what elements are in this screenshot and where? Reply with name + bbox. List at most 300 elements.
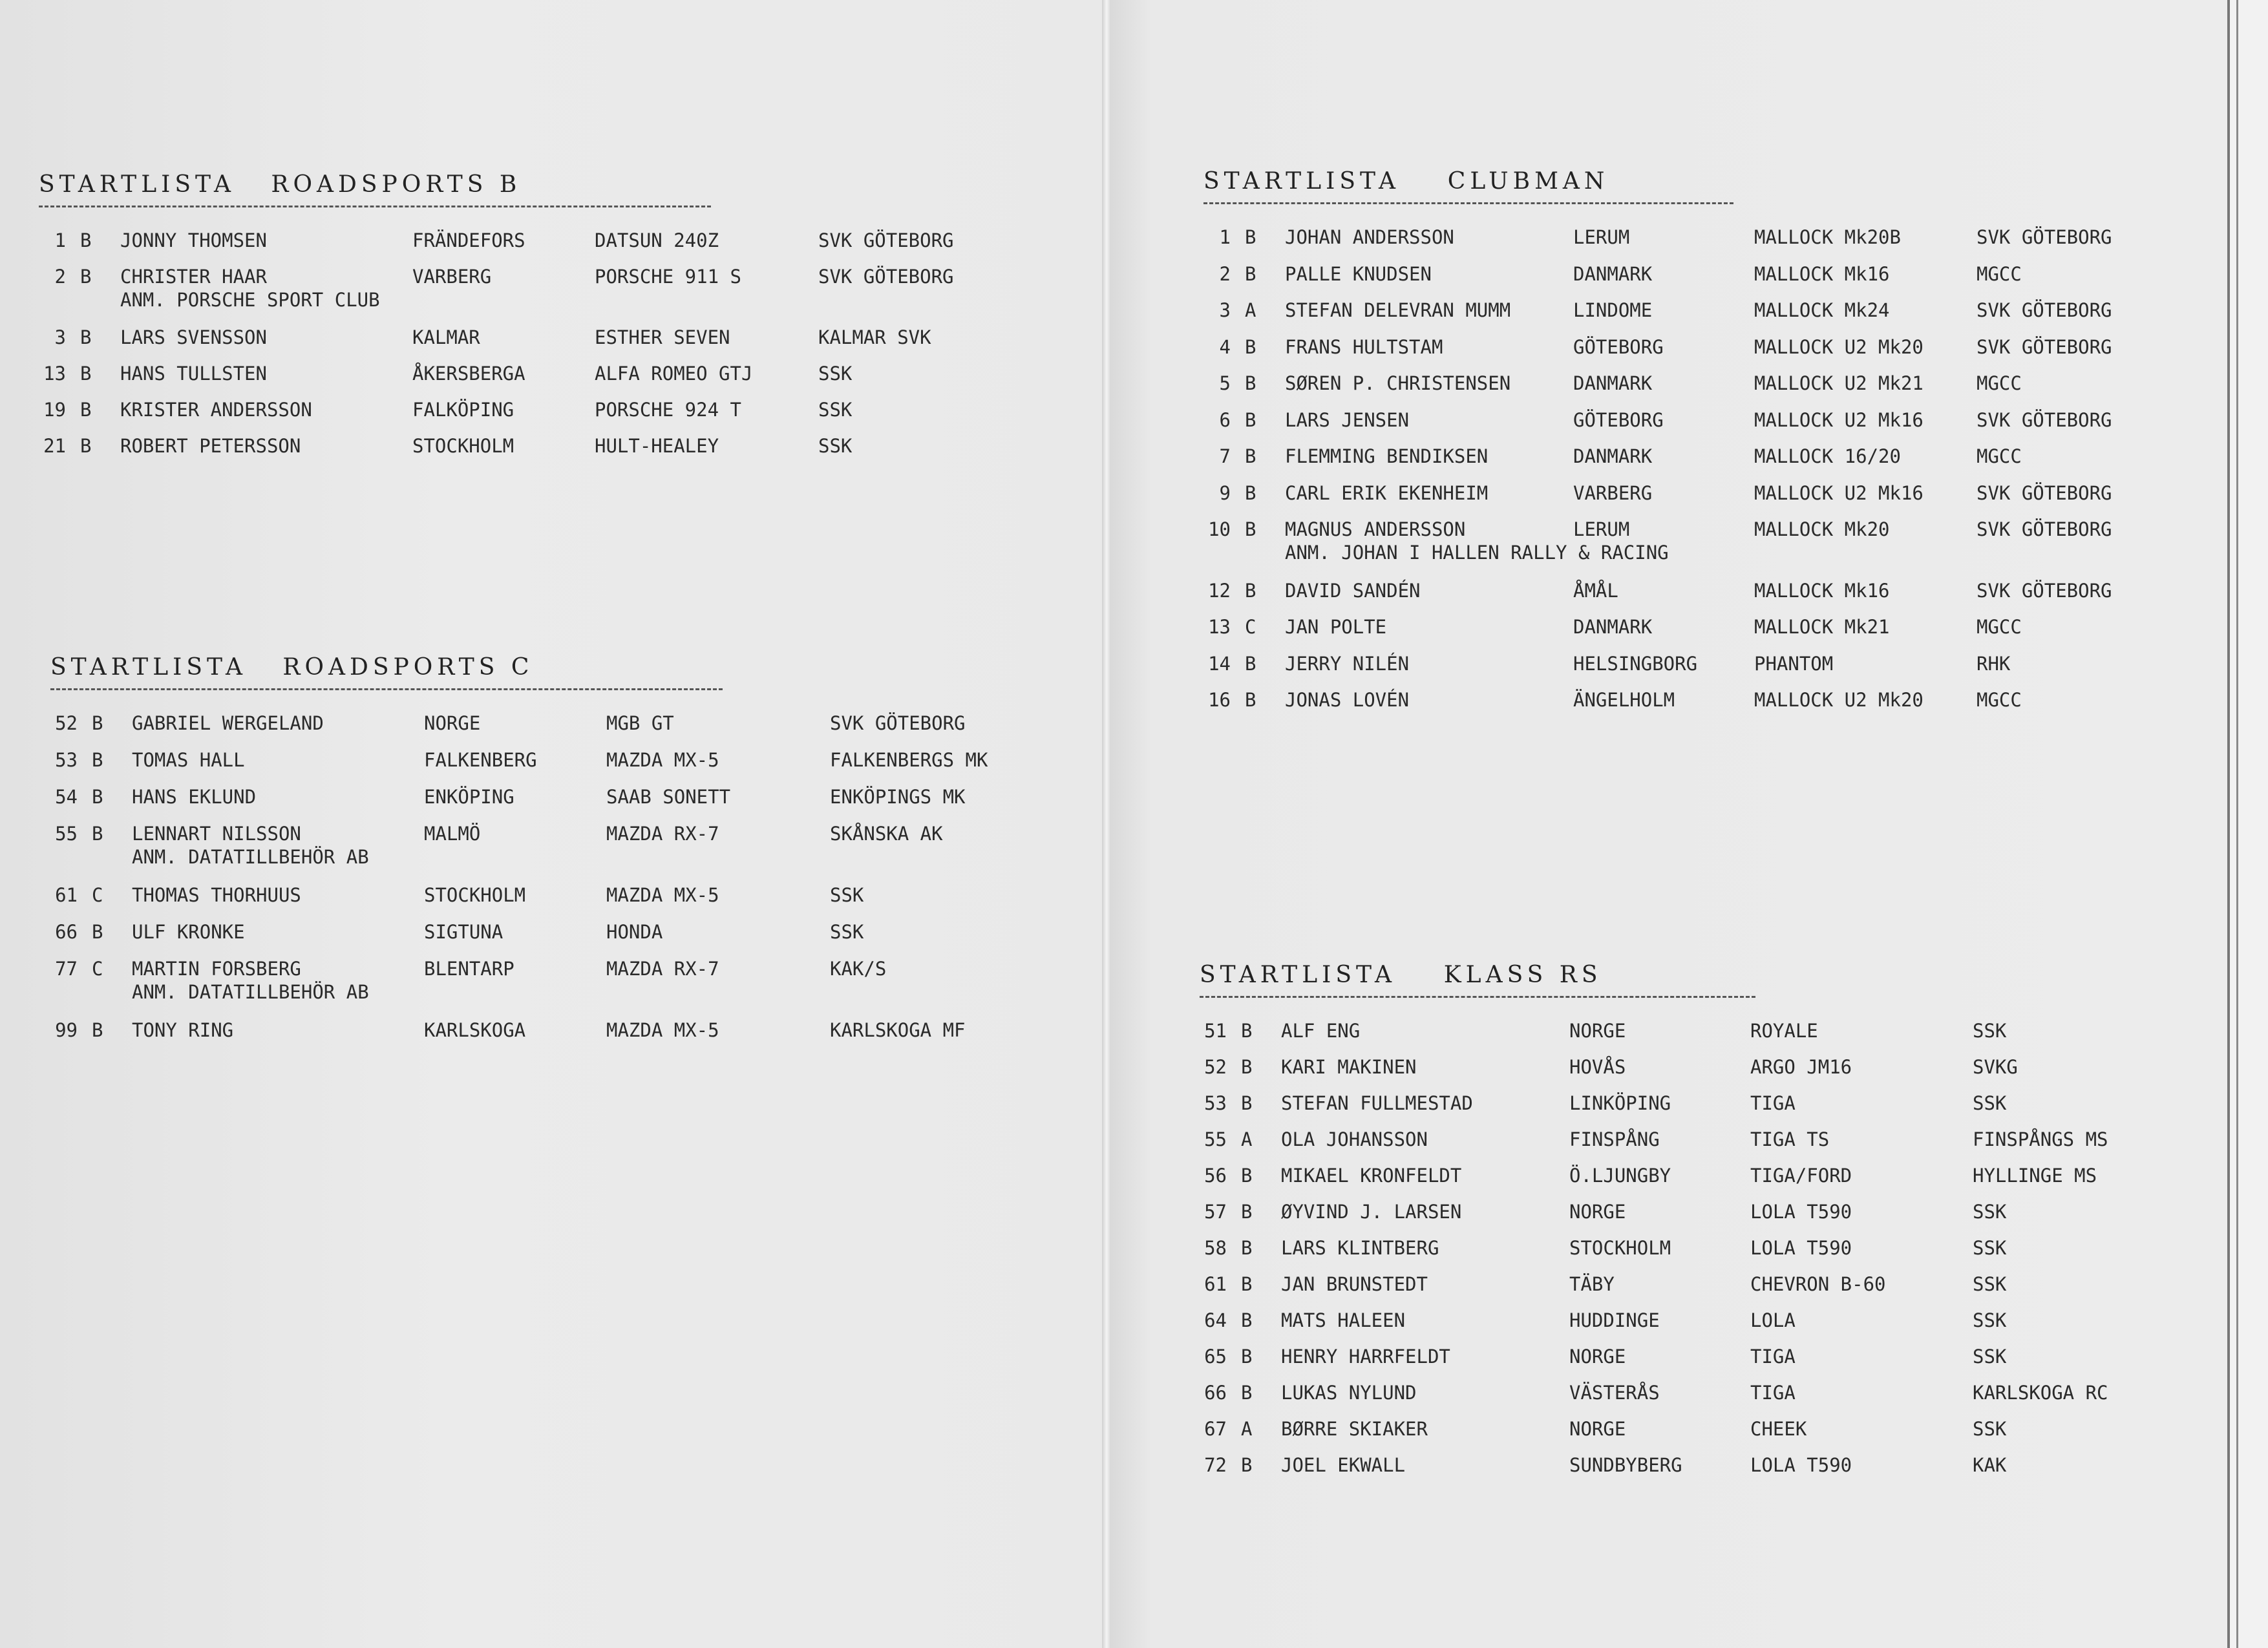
entry-cls: B [1241,1056,1253,1078]
entry-town: STOCKHOLM [412,435,514,457]
entry-car: MALLOCK U2 Mk20 [1754,335,1924,358]
entry-row [1200,1273,2007,1309]
entry-cls: B [1241,1273,1253,1295]
entry-name: ØYVIND J. LARSEN [1281,1201,1462,1223]
entry-no: 51 [1204,1020,1227,1042]
entry-no: 53 [55,749,78,771]
entry-club: ENKÖPINGS MK [830,786,966,808]
entry-cls: B [80,266,92,288]
entry-no: 9 [1219,481,1231,504]
entry-cls: B [1245,262,1256,285]
entry-row [1203,408,2112,446]
entry-row [50,958,887,1019]
entry-town: GÖTEBORG [1573,335,1664,358]
entry-club: SSK [1973,1201,2007,1223]
section-heading: STARTLISTA CLUBMAN [1203,168,1609,195]
entry-car: MAZDA MX-5 [606,1019,719,1041]
entry-cls: B [1241,1346,1253,1368]
entry-no: 52 [55,712,78,734]
entry-cls: B [92,749,103,771]
entry-town: HOVÅS [1569,1056,1626,1078]
entry-row [1200,1201,2007,1237]
entry-club: SVK GÖTEBORG [1977,335,2112,358]
entry-no: 12 [1208,579,1231,602]
startlista-roadsports-c [50,654,988,1056]
entry-town: VARBERG [412,266,492,288]
entry-name: OLA JOHANSSON [1281,1128,1428,1150]
entry-name: JOEL EKWALL [1281,1454,1406,1476]
entry-cls: B [1241,1454,1253,1476]
entry-row [1200,1382,2108,1418]
entry-club: SSK [830,921,864,943]
heading-rule [39,206,711,207]
page-fold [1102,0,1111,1648]
entry-club: SSK [1973,1309,2007,1331]
entry-note: ANM. DATATILLBEHÖR AB [132,846,369,868]
entry-car: MGB GT [606,712,674,734]
entry-name: THOMAS THORHUUS [132,884,301,906]
entry-cls: B [1245,408,1256,431]
entry-name: KARI MAKINEN [1281,1056,1417,1078]
entry-no: 53 [1204,1092,1227,1114]
entry-club: SSK [1973,1237,2007,1259]
entry-no: 14 [1208,652,1231,675]
entry-town: Ö.LJUNGBY [1569,1165,1671,1187]
entry-cls: B [92,1019,103,1041]
entry-car: SAAB SONETT [606,786,731,808]
entry-name: LENNART NILSSON [132,823,301,845]
entry-club: SVK GÖTEBORG [1977,408,2112,431]
entry-row [39,363,853,399]
entry-car: MALLOCK U2 Mk21 [1754,372,1924,394]
entry-no: 10 [1208,518,1231,540]
entry-cls: B [1245,226,1256,248]
entry-cls: B [80,435,92,457]
entry-town: FALKÖPING [412,399,514,421]
entry-club: SSK [818,363,853,385]
startlista-klass-rs [1200,962,2108,1490]
entry-name: CHRISTER HAAR [120,266,267,288]
entry-cls: B [92,921,103,943]
entry-club: KAK [1973,1454,2007,1476]
entry-car: HONDA [606,921,663,943]
entry-name: STEFAN FULLMESTAD [1281,1092,1473,1114]
entry-name: SØREN P. CHRISTENSEN [1285,372,1511,394]
entry-list [50,712,988,1056]
entry-name: JOHAN ANDERSSON [1285,226,1454,248]
entry-row [1200,1346,2007,1382]
entry-row [50,884,864,921]
entry-row [1203,579,2112,617]
entry-car: ROYALE [1750,1020,1818,1042]
entry-no: 61 [55,884,78,906]
entry-town: STOCKHOLM [424,884,526,906]
entry-cls: A [1245,299,1256,321]
entry-cls: B [1241,1237,1253,1259]
entry-car: LOLA T590 [1750,1201,1852,1223]
entry-car: PHANTOM [1754,652,1834,675]
entry-no: 77 [55,958,78,980]
entry-no: 3 [1219,299,1231,321]
entry-car: LOLA T590 [1750,1237,1852,1259]
entry-club: SVK GÖTEBORG [1977,481,2112,504]
entry-row [1203,481,2112,519]
entry-car: TIGA [1750,1382,1796,1404]
entry-town: ÅMÅL [1573,579,1618,602]
entry-cls: B [1241,1092,1253,1114]
entry-cls: B [1245,445,1256,467]
entry-row [39,435,853,471]
entry-name: TONY RING [132,1019,234,1041]
entry-row [50,786,966,823]
entry-row [1203,616,2022,653]
entry-row [1200,1165,2097,1201]
entry-club: SVK GÖTEBORG [830,712,966,734]
entry-cls: B [1241,1309,1253,1331]
entry-cls: B [1241,1201,1253,1223]
entry-no: 5 [1219,372,1231,394]
entry-no: 13 [1208,616,1231,638]
entry-club: MGCC [1977,445,2022,467]
entry-town: LINDOME [1573,299,1653,321]
entry-cls: B [1245,335,1256,358]
entry-name: DAVID SANDÉN [1285,579,1421,602]
entry-name: MAGNUS ANDERSSON [1285,518,1466,540]
entry-car: MALLOCK U2 Mk20 [1754,689,1924,711]
entry-row [1200,1418,2007,1454]
entry-no: 54 [55,786,78,808]
entry-row [1203,689,2022,726]
entry-town: HELSINGBORG [1573,652,1698,675]
entry-row [1203,335,2112,373]
entry-name: ROBERT PETERSSON [120,435,301,457]
entry-row [1200,1020,2007,1056]
entry-cls: B [1241,1165,1253,1187]
entry-car: CHEEK [1750,1418,1807,1440]
entry-no: 3 [54,326,66,348]
entry-row [50,823,943,884]
entry-name: HANS EKLUND [132,786,257,808]
entry-car: PORSCHE 911 S [595,266,741,288]
entry-club: SVK GÖTEBORG [1977,518,2112,540]
entry-town: TÄBY [1569,1273,1615,1295]
entry-cls: B [1241,1020,1253,1042]
entry-name: BØRRE SKIAKER [1281,1418,1428,1440]
page-edge-line [2236,0,2238,1648]
entry-town: GÖTEBORG [1573,408,1664,431]
entry-car: MALLOCK Mk16 [1754,262,1890,285]
entry-club: RHK [1977,652,2011,675]
entry-row [1200,1056,2018,1092]
section-heading: STARTLISTA ROADSPORTS C [50,654,534,681]
entry-car: CHEVRON B-60 [1750,1273,1886,1295]
entry-town: BLENTARP [424,958,514,980]
entry-row [39,266,954,326]
entry-car: DATSUN 240Z [595,229,719,251]
entry-name: PALLE KNUDSEN [1285,262,1432,285]
entry-list [1200,1020,2108,1490]
entry-list [39,229,954,471]
entry-row [39,229,954,266]
entry-cls: B [80,229,92,251]
entry-no: 6 [1219,408,1231,431]
entry-name: FLEMMING BENDIKSEN [1285,445,1489,467]
entry-name: ALF ENG [1281,1020,1361,1042]
entry-club: SSK [830,884,864,906]
entry-row [1203,518,2112,580]
entry-town: NORGE [1569,1346,1626,1368]
entry-name: GABRIEL WERGELAND [132,712,324,734]
entry-row [1203,652,2011,690]
entry-row [1203,445,2022,482]
entry-no: 19 [43,399,66,421]
entry-row [1200,1092,2007,1128]
entry-name: TOMAS HALL [132,749,245,771]
entry-club: SVK GÖTEBORG [1977,579,2112,602]
heading-rule [1203,202,1733,204]
entry-cls: C [92,958,103,980]
entry-club: SSK [818,399,853,421]
entry-row [50,1019,966,1056]
entry-row [1203,372,2022,409]
entry-row [50,749,988,786]
entry-cls: C [1245,616,1256,638]
entry-no: 21 [43,435,66,457]
entry-no: 55 [1204,1128,1227,1150]
entry-name: LARS JENSEN [1285,408,1410,431]
entry-no: 55 [55,823,78,845]
entry-no: 1 [54,229,66,251]
entry-town: HUDDINGE [1569,1309,1660,1331]
entry-no: 2 [54,266,66,288]
entry-name: JAN BRUNSTEDT [1281,1273,1428,1295]
entry-row [1200,1309,2007,1346]
entry-cls: B [1245,579,1256,602]
startlista-roadsports-b [39,171,954,471]
startlista-clubman [1203,168,2112,726]
entry-note: ANM. DATATILLBEHÖR AB [132,981,369,1003]
section-heading: STARTLISTA ROADSPORTS B [39,171,522,198]
entry-row [1200,1237,2007,1273]
heading-rule [1200,996,1755,998]
entry-club: SSK [1973,1020,2007,1042]
entry-club: MGCC [1977,689,2022,711]
entry-row [50,712,966,749]
entry-row [1200,1454,2007,1490]
entry-no: 66 [1204,1382,1227,1404]
entry-club: SVK GÖTEBORG [1977,226,2112,248]
entry-town: NORGE [1569,1201,1626,1223]
entry-car: MALLOCK Mk20B [1754,226,1901,248]
entry-car: MAZDA MX-5 [606,749,719,771]
entry-town: ENKÖPING [424,786,514,808]
entry-club: KARLSKOGA RC [1973,1382,2108,1404]
entry-club: HYLLINGE MS [1973,1165,2097,1187]
entry-town: SUNDBYBERG [1569,1454,1682,1476]
entry-cls: C [92,884,103,906]
entry-town: VÄSTERÅS [1569,1382,1660,1404]
entry-club: MGCC [1977,372,2022,394]
entry-car: HULT-HEALEY [595,435,719,457]
entry-no: 58 [1204,1237,1227,1259]
entry-car: MALLOCK Mk16 [1754,579,1890,602]
entry-club: KALMAR SVK [818,326,931,348]
entry-name: JONAS LOVÉN [1285,689,1410,711]
entry-no: 4 [1219,335,1231,358]
entry-town: NORGE [1569,1418,1626,1440]
entry-car: MALLOCK U2 Mk16 [1754,408,1924,431]
heading-rule [50,688,723,690]
entry-club: MGCC [1977,262,2022,285]
entry-town: DANMARK [1573,445,1653,467]
entry-cls: B [92,786,103,808]
entry-name: JERRY NILÉN [1285,652,1410,675]
entry-car: PORSCHE 924 T [595,399,741,421]
entry-car: ARGO JM16 [1750,1056,1852,1078]
entry-town: STOCKHOLM [1569,1237,1671,1259]
entry-no: 16 [1208,689,1231,711]
entry-name: MATS HALEEN [1281,1309,1406,1331]
entry-club: SSK [1973,1346,2007,1368]
entry-name: ULF KRONKE [132,921,245,943]
entry-town: KARLSKOGA [424,1019,526,1041]
entry-no: 2 [1219,262,1231,285]
entry-row [1203,262,2022,300]
section-heading: STARTLISTA KLASS RS [1200,962,1602,988]
entry-name: FRANS HULTSTAM [1285,335,1443,358]
entry-no: 1 [1219,226,1231,248]
entry-car: MALLOCK U2 Mk16 [1754,481,1924,504]
entry-car: MALLOCK 16/20 [1754,445,1901,467]
entry-no: 67 [1204,1418,1227,1440]
entry-name: MARTIN FORSBERG [132,958,301,980]
entry-car: MALLOCK Mk24 [1754,299,1890,321]
entry-club: SVKG [1973,1056,2018,1078]
entry-no: 65 [1204,1346,1227,1368]
entry-town: DANMARK [1573,616,1653,638]
entry-cls: B [80,326,92,348]
entry-name: JONNY THOMSEN [120,229,267,251]
entry-row [1200,1128,2108,1165]
entry-no: 61 [1204,1273,1227,1295]
entry-name: LARS KLINTBERG [1281,1237,1439,1259]
entry-cls: B [1245,518,1256,540]
entry-town: KALMAR [412,326,480,348]
entry-no: 99 [55,1019,78,1041]
entry-car: MAZDA MX-5 [606,884,719,906]
entry-row [1203,299,2112,336]
entry-name: HENRY HARRFELDT [1281,1346,1450,1368]
entry-club: SSK [1973,1273,2007,1295]
entry-name: LUKAS NYLUND [1281,1382,1417,1404]
entry-no: 57 [1204,1201,1227,1223]
entry-town: LINKÖPING [1569,1092,1671,1114]
entry-car: ESTHER SEVEN [595,326,730,348]
entry-no: 52 [1204,1056,1227,1078]
entry-cls: B [92,823,103,845]
page-edge [2227,0,2268,1648]
entry-name: MIKAEL KRONFELDT [1281,1165,1462,1187]
entry-row [39,399,853,435]
entry-club: KAK/S [830,958,887,980]
entry-club: SSK [818,435,853,457]
entry-cls: B [1241,1382,1253,1404]
entry-cls: B [1245,652,1256,675]
entry-club: SSK [1973,1092,2007,1114]
entry-name: CARL ERIK EKENHEIM [1285,481,1489,504]
entry-no: 13 [43,363,66,385]
entry-cls: A [1241,1418,1253,1440]
entry-town: FINSPÅNG [1569,1128,1660,1150]
entry-town: ÅKERSBERGA [412,363,525,385]
entry-car: TIGA [1750,1092,1796,1114]
entry-town: DANMARK [1573,262,1653,285]
entry-club: SSK [1973,1418,2007,1440]
entry-car: TIGA TS [1750,1128,1830,1150]
entry-club: FALKENBERGS MK [830,749,988,771]
entry-club: MGCC [1977,616,2022,638]
entry-car: MAZDA RX-7 [606,823,719,845]
entry-cls: B [1245,372,1256,394]
entry-car: LOLA [1750,1309,1796,1331]
entry-car: MALLOCK Mk20 [1754,518,1890,540]
entry-no: 56 [1204,1165,1227,1187]
entry-no: 72 [1204,1454,1227,1476]
entry-no: 64 [1204,1309,1227,1331]
entry-no: 7 [1219,445,1231,467]
entry-cls: B [1245,481,1256,504]
entry-cls: A [1241,1128,1253,1150]
entry-town: LERUM [1573,518,1630,540]
entry-town: MALMÖ [424,823,481,845]
entry-club: KARLSKOGA MF [830,1019,966,1041]
entry-car: TIGA/FORD [1750,1165,1852,1187]
entry-car: ALFA ROMEO GTJ [595,363,753,385]
entry-car: LOLA T590 [1750,1454,1852,1476]
entry-row [39,326,931,363]
entry-town: LERUM [1573,226,1630,248]
entry-note: ANM. PORSCHE SPORT CLUB [120,289,380,311]
entry-name: KRISTER ANDERSSON [120,399,312,421]
entry-name: JAN POLTE [1285,616,1387,638]
entry-row [1203,226,2112,263]
entry-car: MALLOCK Mk21 [1754,616,1890,638]
entry-club: FINSPÅNGS MS [1973,1128,2108,1150]
entry-town: FALKENBERG [424,749,537,771]
entry-town: DANMARK [1573,372,1653,394]
entry-town: SIGTUNA [424,921,503,943]
entry-row [50,921,864,958]
entry-cls: B [80,363,92,385]
entry-list [1203,226,2112,726]
entry-club: SVK GÖTEBORG [1977,299,2112,321]
entry-club: SVK GÖTEBORG [818,229,954,251]
entry-name: STEFAN DELEVRAN MUMM [1285,299,1511,321]
entry-cls: B [1245,689,1256,711]
entry-car: TIGA [1750,1346,1796,1368]
entry-town: NORGE [424,712,481,734]
entry-town: VARBERG [1573,481,1653,504]
entry-cls: B [92,712,103,734]
entry-club: SKÅNSKA AK [830,823,943,845]
entry-note: ANM. JOHAN I HALLEN RALLY & RACING [1285,542,1669,564]
entry-name: LARS SVENSSON [120,326,267,348]
entry-car: MAZDA RX-7 [606,958,719,980]
entry-no: 66 [55,921,78,943]
entry-name: HANS TULLSTEN [120,363,267,385]
entry-cls: B [80,399,92,421]
entry-town: ÄNGELHOLM [1573,689,1675,711]
